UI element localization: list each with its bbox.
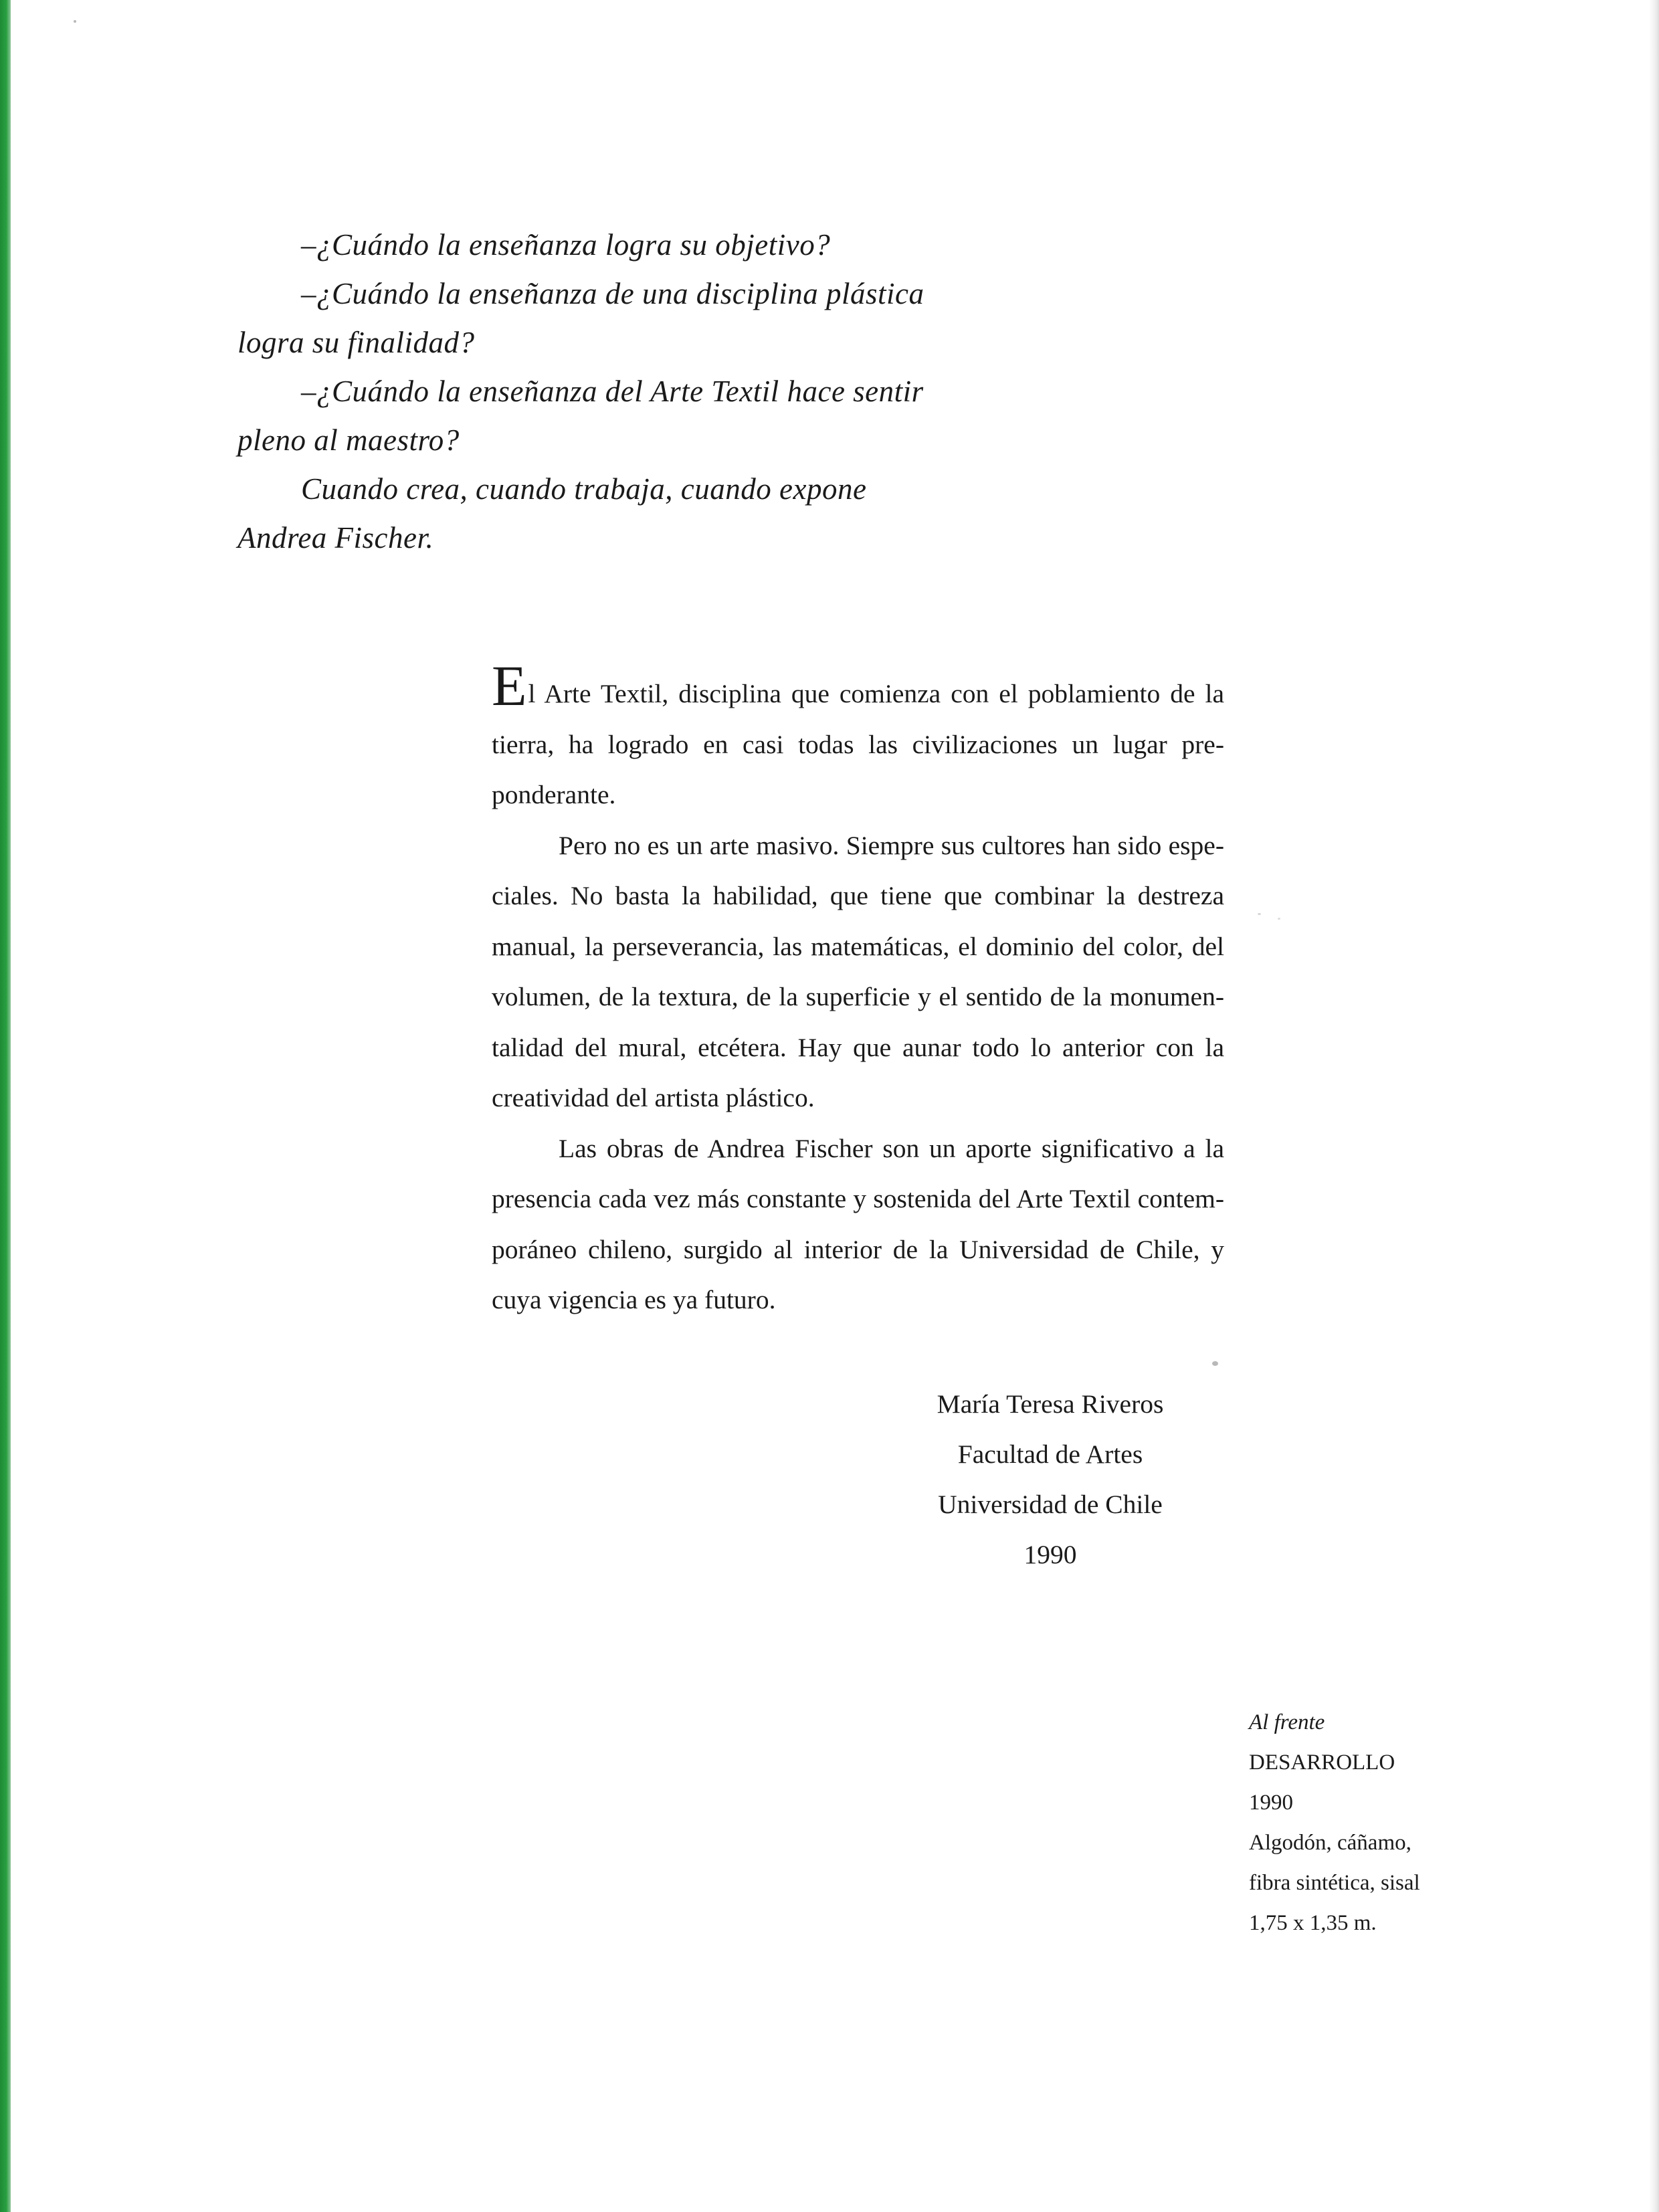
- paper-edge-shadow: [1650, 0, 1659, 2212]
- question-line: –¿Cuándo la enseñanza logra su objetivo?: [301, 228, 831, 262]
- scan-speck: [1278, 918, 1280, 920]
- artwork-materials: fibra sintética, sisal: [1249, 1871, 1420, 1895]
- answer-line: Andrea Fischer.: [237, 521, 434, 555]
- green-page-edge: [0, 0, 11, 2212]
- signature-block: [870, 1379, 1231, 1580]
- author-name: María Teresa Riveros: [937, 1389, 1164, 1419]
- drop-cap: E: [492, 653, 527, 718]
- question-line: pleno al maestro?: [237, 423, 460, 457]
- signature-year: 1990: [1023, 1540, 1077, 1569]
- essay-paragraph-2: Pero no es un arte masivo. Siempre sus cultores han sido especiales. No basta la habilidad, que tiene que combinar la destreza manual, la perseverancia, las matemáticas, el dominio del color, del volumen, de la textura, de la superficie y el sentido de la monumentalidad del mural, etcétera. Hay que aunar todo lo anterior con la creatividad del artista plástico.: [492, 830, 1224, 1112]
- essay-paragraph-3: Las obras de Andrea Fischer son un aporte significativo a la presencia cada vez más constante y sostenida del Arte Textil contemporáneo chileno, surgido al interior de la Universidad de Chile, y cuya vigencia es ya futuro.: [492, 1133, 1224, 1314]
- answer-line: Cuando crea, cuando trabaja, cuando expone: [301, 472, 867, 506]
- artwork-dimensions: 1,75 x 1,35 m.: [1249, 1911, 1377, 1935]
- question-line: –¿Cuándo la enseñanza de una disciplina plástica: [301, 277, 924, 310]
- artwork-year: 1990: [1249, 1791, 1293, 1815]
- essay-paragraph-1-text: l Arte Textil, disciplina que comienza con el poblamiento de la tierra, ha logrado en casi todas las civilizaciones un lugar preponderante.: [492, 679, 1224, 809]
- artwork-materials: Algodón, cáñamo,: [1249, 1831, 1411, 1855]
- essay-paragraph-1: [492, 653, 1224, 821]
- question-line: –¿Cuándo la enseñanza del Arte Textil hace sentir: [301, 375, 924, 408]
- scan-speck: [1258, 913, 1261, 915]
- author-university: Universidad de Chile: [938, 1490, 1163, 1519]
- artwork-title: DESARROLLO: [1249, 1750, 1395, 1775]
- scan-speck: [1212, 1361, 1218, 1366]
- scan-speck: [74, 20, 76, 23]
- question-line: logra su finalidad?: [237, 326, 475, 359]
- author-faculty: Facultad de Artes: [957, 1439, 1143, 1469]
- opening-questions: [237, 221, 973, 563]
- essay-body: [492, 653, 1224, 1326]
- artwork-caption: [1249, 1702, 1463, 1943]
- caption-label: Al frente: [1249, 1710, 1325, 1734]
